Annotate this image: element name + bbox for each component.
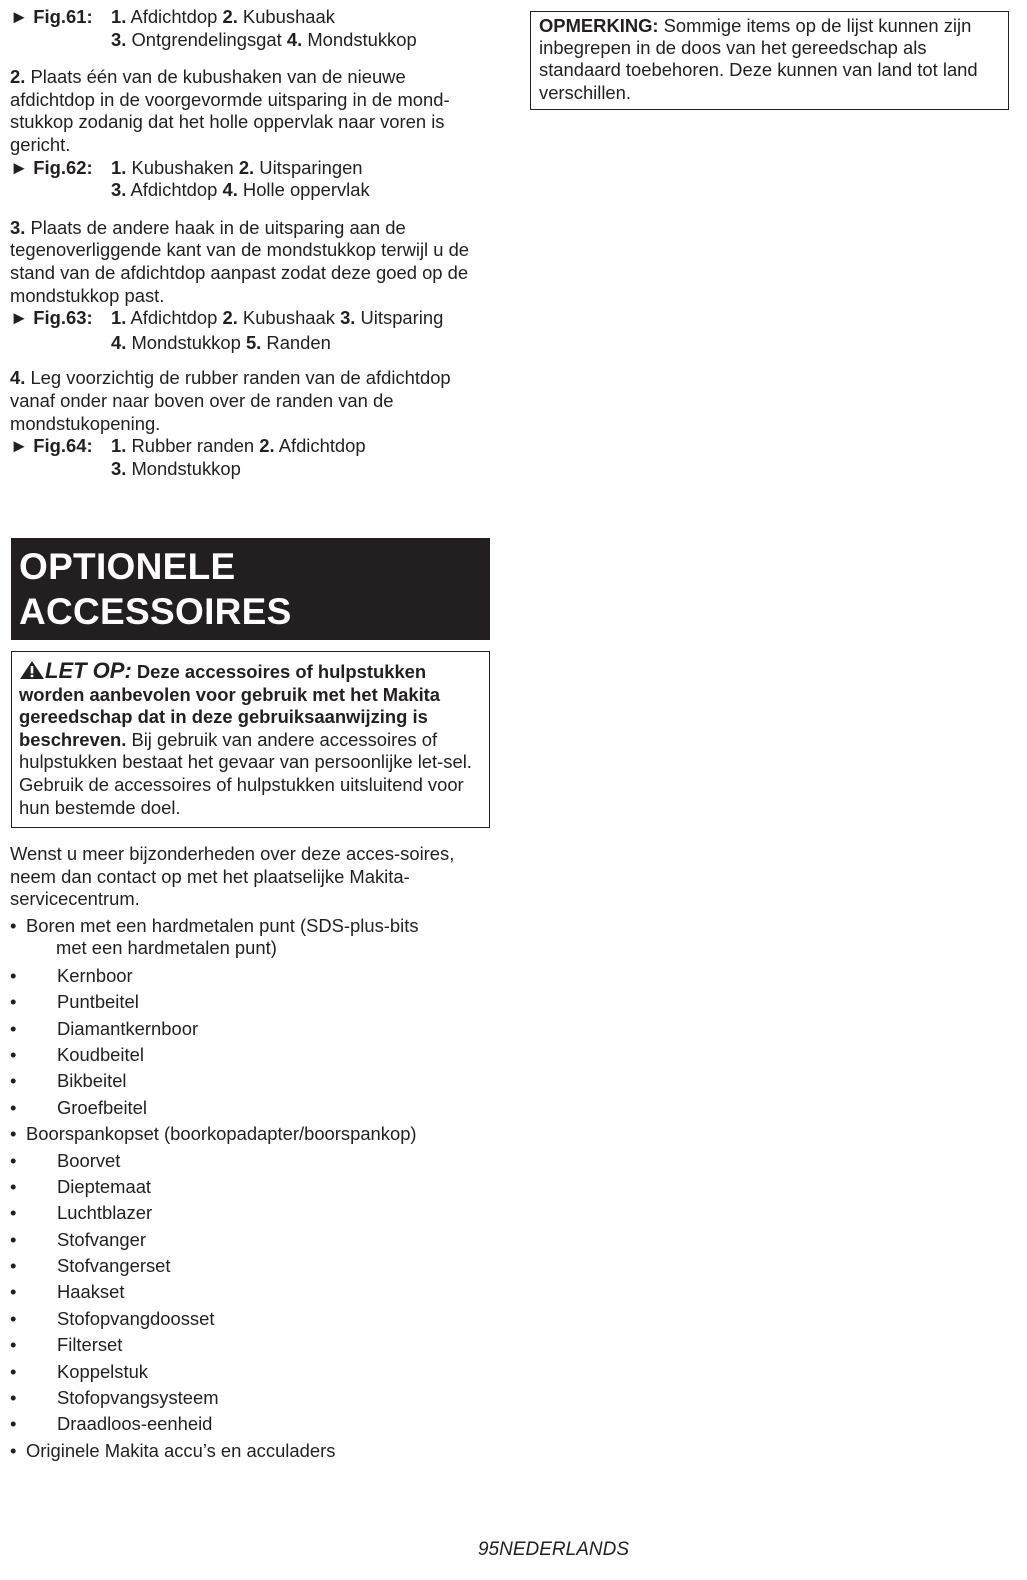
list-item: • Stofopvangdoosset xyxy=(10,1308,492,1334)
instructions-column xyxy=(10,6,492,480)
caution-text: Bij gebruik van andere accessoires of hulpstukken bestaat het gevaar van persoonlijke let-sel. Gebruik de accessoires of hulpstukken uitsluitend voor hun bestemde doel. xyxy=(19,728,472,818)
step-4: 4. Leg voorzichtig de rubber randen van de afdichtdop vanaf onder naar boven over de randen van de mondstukopening. xyxy=(10,367,451,434)
list-item: • Bikbeitel xyxy=(10,1070,492,1096)
list-item: • Koppelstuk xyxy=(10,1361,492,1387)
language-label: NEDERLANDS xyxy=(499,1539,629,1560)
list-item: • Haakset xyxy=(10,1281,492,1307)
page-number: 95 xyxy=(477,1539,500,1560)
fig-label: ► Fig.63: xyxy=(10,307,93,329)
fig-label: ► Fig.64: xyxy=(10,435,93,457)
list-item: • Boorspankopset (boorkopadapter/boorspankop) xyxy=(10,1123,492,1149)
list-item: • Boren met een hardmetalen punt (SDS-plus-bits met een hardmetalen punt) xyxy=(10,915,492,965)
fig-label: ► Fig.61: xyxy=(10,6,93,27)
caution-box xyxy=(11,651,490,828)
list-item: • Boorvet xyxy=(10,1150,492,1176)
warning-triangle-icon xyxy=(19,660,45,680)
list-item: • Draadloos-eenheid xyxy=(10,1413,492,1439)
list-item: • Dieptemaat xyxy=(10,1176,492,1202)
list-item: • Stofvangerset xyxy=(10,1255,492,1281)
fig63-caption: ► Fig.63: 1. Afdichtdop 2. Kubushaak 3. Uitsparing 4. Mondstukkop 5. Randen xyxy=(10,307,444,353)
accessories-intro: Wenst u meer bijzonderheden over deze acces-soires, neem dan contact op met het plaatselijke Makita-servicecentrum. xyxy=(10,843,455,910)
list-item: • Diamantkernboor xyxy=(10,1018,492,1044)
accessories-section xyxy=(10,843,492,1466)
caution-label: LET OP: xyxy=(45,658,132,683)
note-text: Sommige items op de lijst kunnen zijn inbegrepen in de doos van het gereedschap als standaard toebehoren. Deze kunnen van land tot land verschillen. xyxy=(539,15,978,103)
note-box xyxy=(530,11,1009,110)
list-item: • Kernboor xyxy=(10,965,492,991)
list-item: • Stofvanger xyxy=(10,1229,492,1255)
section-heading xyxy=(11,538,490,640)
fig62-caption: ► Fig.62: 1. Kubushaken 2. Uitsparingen 3. Afdichtdop 4. Holle oppervlak xyxy=(10,156,370,201)
caution-bold-text: Deze accessoires of hulpstukken worden aanbevolen voor gebruik met het Makita gereedschap dat in deze gebruiksaanwijzing is beschreven. xyxy=(19,661,441,750)
note-column xyxy=(530,11,1009,110)
fig-label: ► Fig.62: xyxy=(10,156,93,178)
note-label: OPMERKING: xyxy=(539,15,659,36)
accessories-list xyxy=(10,915,492,1466)
list-item: • Koudbeitel xyxy=(10,1044,492,1070)
list-item: • Puntbeitel xyxy=(10,991,492,1017)
list-item: • Filterset xyxy=(10,1334,492,1360)
page-footer xyxy=(0,1539,1027,1561)
heading-line-2: ACCESSOIRES xyxy=(19,591,292,632)
list-item: • Originele Makita accu’s en acculaders xyxy=(10,1440,492,1466)
list-item: • Luchtblazer xyxy=(10,1202,492,1228)
list-item: • Groefbeitel xyxy=(10,1097,492,1123)
heading-line-1: OPTIONELE xyxy=(19,546,236,587)
fig61-caption: ► Fig.61: 1. Afdichtdop 2. Kubushaak 3. Ontgrendelingsgat 4. Mondstukkop xyxy=(10,6,417,50)
fig64-caption: ► Fig.64: 1. Rubber randen 2. Afdichtdop 3. Mondstukkop xyxy=(10,435,366,479)
list-item: • Stofopvangsysteem xyxy=(10,1387,492,1413)
step-2: 2. Plaats één van de kubushaken van de nieuwe afdichtdop in de voorgevormde uitsparing in de mond-stukkop zodanig dat het holle oppervlak naar voren is gericht. xyxy=(10,66,450,155)
step-3: 3. Plaats de andere haak in de uitsparing aan de tegenoverliggende kant van de mondstukkop terwijl u de stand van de afdichtdop aanpast zodat deze goed op de mondstukkop past. xyxy=(10,216,470,306)
